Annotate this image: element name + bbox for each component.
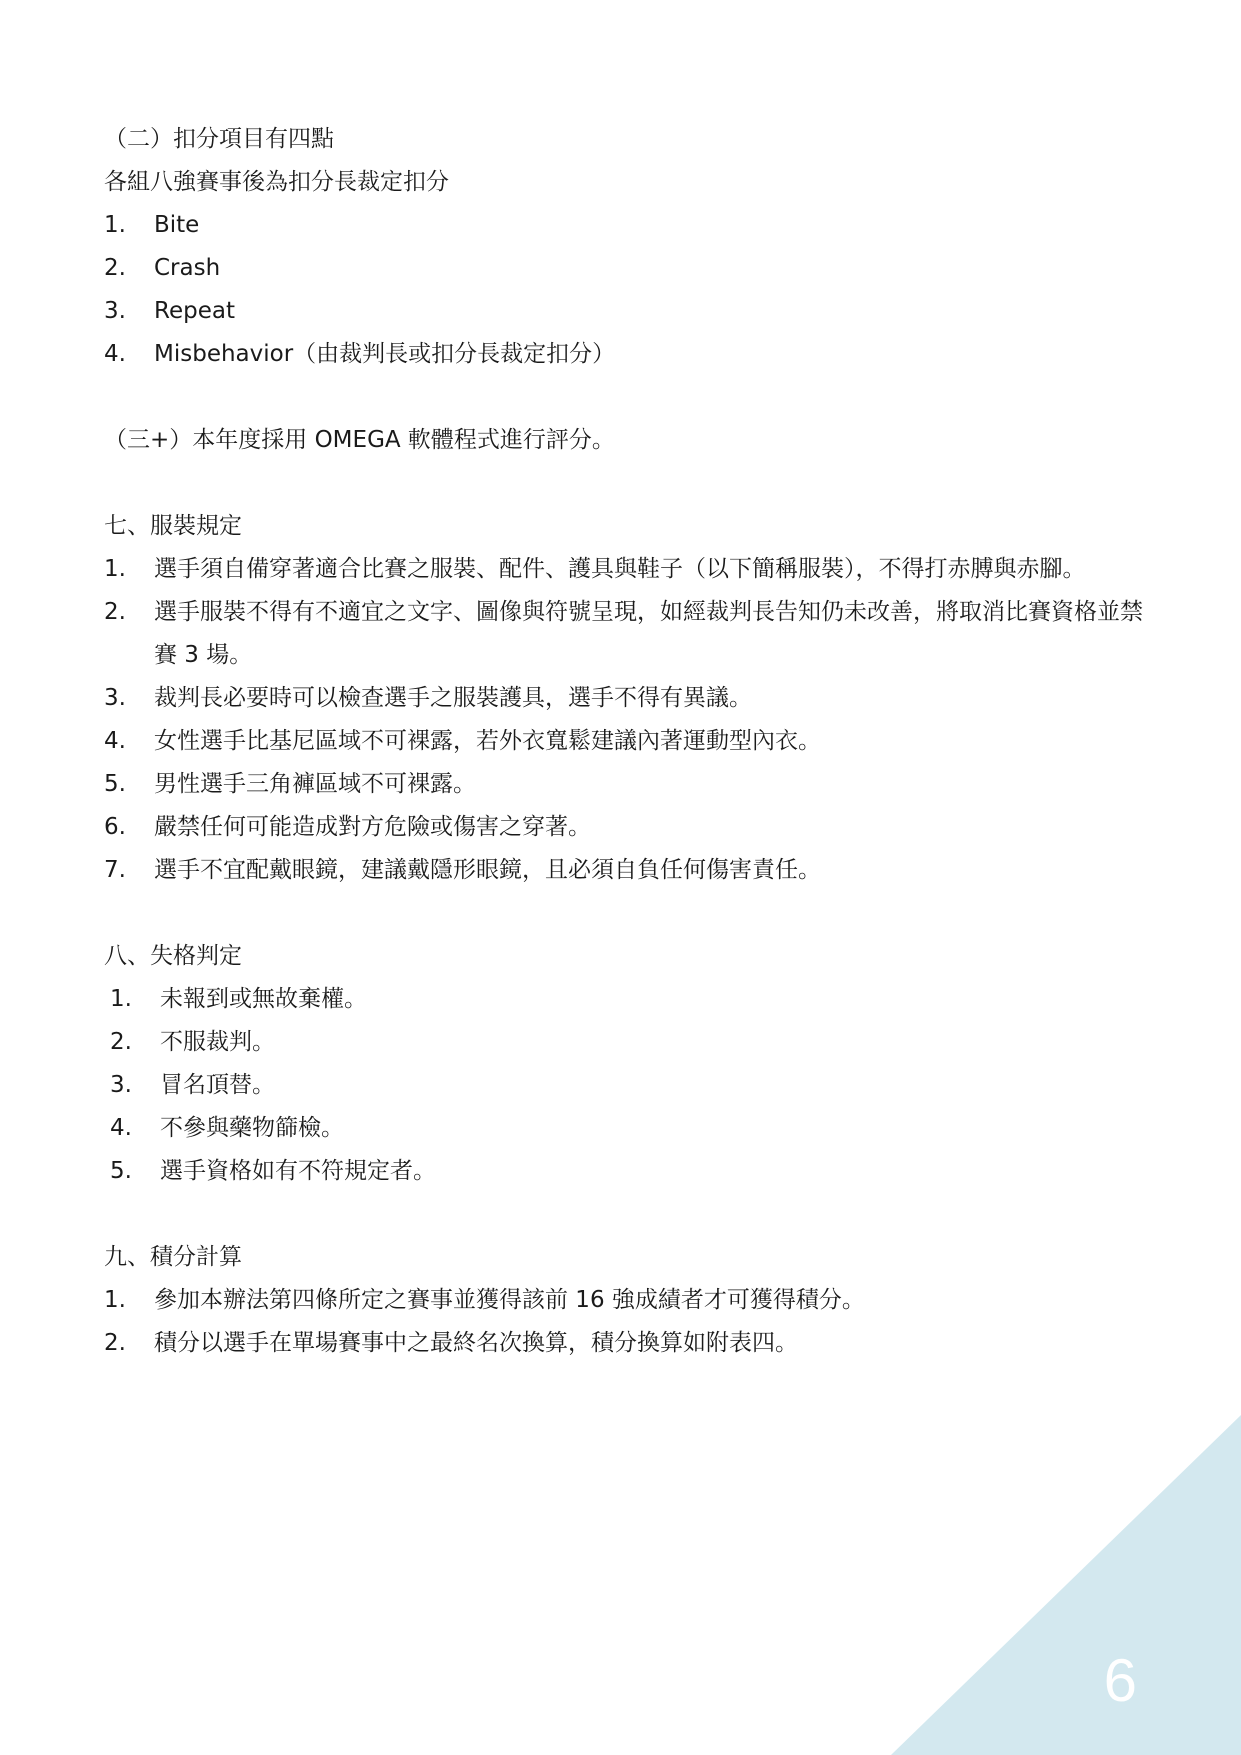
list-number: 2. <box>104 255 126 281</box>
list-number: 3. <box>110 1072 132 1098</box>
list-text: 參加本辦法第四條所定之賽事並獲得該前 16 強成績者才可獲得積分。 <box>154 1287 865 1313</box>
page-content <box>104 118 1154 1365</box>
list-text: 裁判長必要時可以檢查選手之服裝護具，選手不得有異議。 <box>154 685 752 711</box>
section-heading: 七、服裝規定 <box>104 513 242 539</box>
list-number: 5. <box>110 1158 132 1184</box>
list-item <box>104 1107 1154 1150</box>
list-number: 4. <box>104 728 126 754</box>
spacer <box>104 892 1154 935</box>
spacer <box>104 1193 1154 1236</box>
page-number: 6 <box>1103 1647 1137 1714</box>
list-text: Bite <box>154 212 200 238</box>
list-number: 1. <box>104 556 126 582</box>
list-item <box>104 849 1154 892</box>
list-item <box>104 763 1154 806</box>
list-number: 6. <box>104 814 126 840</box>
list-number: 2. <box>104 599 126 625</box>
list-text: Crash <box>154 255 221 281</box>
list-text: 男性選手三角褲區域不可裸露。 <box>154 771 476 797</box>
list-text: 不參與藥物篩檢。 <box>160 1115 344 1141</box>
list-item <box>104 548 1154 591</box>
corner-decoration <box>891 1415 1241 1755</box>
list-item <box>104 204 1154 247</box>
list-item <box>104 1322 1154 1365</box>
list-item <box>104 978 1154 1021</box>
list-number: 2. <box>110 1029 132 1055</box>
list-text: 嚴禁任何可能造成對方危險或傷害之穿著。 <box>154 814 591 840</box>
list-text: 選手須自備穿著適合比賽之服裝、配件、護具與鞋子（以下簡稱服裝），不得打赤膊與赤腳。 <box>154 556 1086 582</box>
list-text: Repeat <box>154 298 235 324</box>
list-number: 3. <box>104 685 126 711</box>
list-text: 選手服裝不得有不適宜之文字、圖像與符號呈現，如經裁判長告知仍未改善，將取消比賽資格並禁賽 3 場。 <box>154 599 1143 668</box>
list-number: 1. <box>110 986 132 1012</box>
list-text: 未報到或無故棄權。 <box>160 986 367 1012</box>
list-number: 7. <box>104 857 126 883</box>
list-number: 1. <box>104 1287 126 1313</box>
paragraph: 各組八強賽事後為扣分長裁定扣分 <box>104 169 449 195</box>
list-item <box>104 1064 1154 1107</box>
list-text: Misbehavior（由裁判長或扣分長裁定扣分） <box>154 341 616 367</box>
list-item <box>104 1279 1154 1322</box>
list-item <box>104 720 1154 763</box>
list-item <box>104 290 1154 333</box>
list-text: 冒名頂替。 <box>160 1072 275 1098</box>
list-item <box>104 591 1154 677</box>
list-item <box>104 677 1154 720</box>
list-number: 1. <box>104 212 126 238</box>
list-text: 選手資格如有不符規定者。 <box>160 1158 436 1184</box>
list-text: 不服裁判。 <box>160 1029 275 1055</box>
corner-triangle <box>891 1415 1241 1755</box>
list-number: 4. <box>104 341 126 367</box>
list-item <box>104 806 1154 849</box>
spacer <box>104 462 1154 505</box>
list-text: 積分以選手在單場賽事中之最終名次換算，積分換算如附表四。 <box>154 1330 798 1356</box>
list-text: 女性選手比基尼區域不可裸露，若外衣寬鬆建議內著運動型內衣。 <box>154 728 821 754</box>
list-number: 5. <box>104 771 126 797</box>
list-text: 選手不宜配戴眼鏡，建議戴隱形眼鏡，且必須自負任何傷害責任。 <box>154 857 821 883</box>
list-item <box>104 333 1154 376</box>
list-number: 2. <box>104 1330 126 1356</box>
paragraph: （三+）本年度採用 OMEGA 軟體程式進行評分。 <box>104 427 615 453</box>
section-heading: （二）扣分項目有四點 <box>104 126 334 152</box>
list-number: 3. <box>104 298 126 324</box>
list-item <box>104 1150 1154 1193</box>
list-item <box>104 1021 1154 1064</box>
spacer <box>104 376 1154 419</box>
section-heading: 八、失格判定 <box>104 943 242 969</box>
list-number: 4. <box>110 1115 132 1141</box>
list-item <box>104 247 1154 290</box>
section-heading: 九、積分計算 <box>104 1244 242 1270</box>
